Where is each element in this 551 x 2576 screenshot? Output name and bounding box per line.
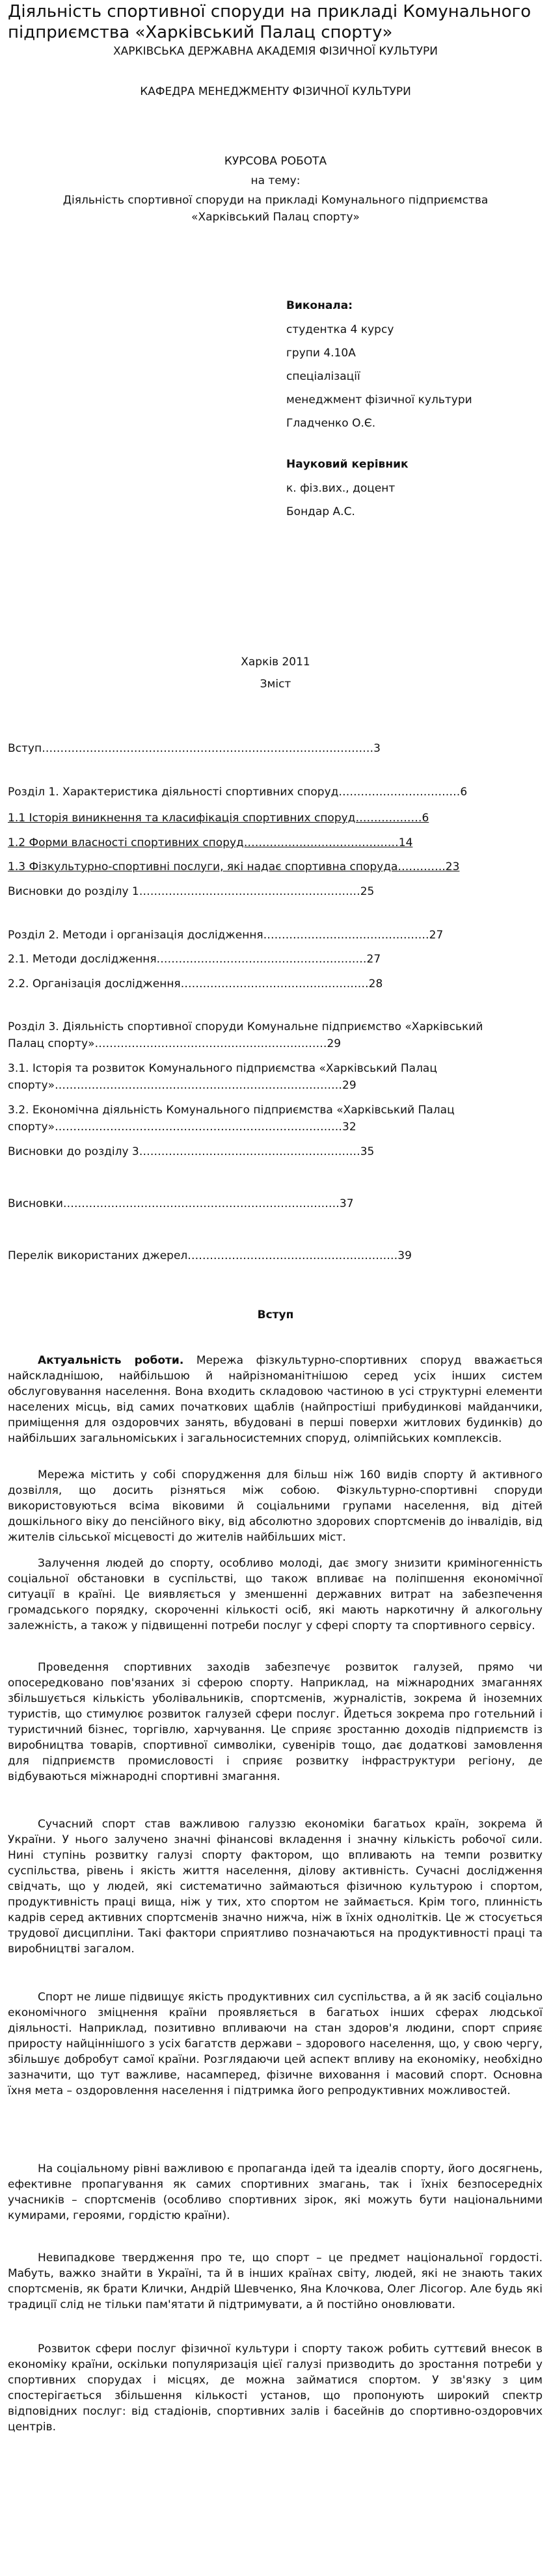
author-line: спеціалізації [286, 370, 360, 383]
toc-entry[interactable]: 2.1. Методи дослідження…………………………………………………27 [8, 953, 381, 966]
toc-entry[interactable]: 1.2 Форми власності спортивних споруд……………………………………14 [8, 836, 413, 849]
toc-entry[interactable]: Розділ 2. Методи і організація дослідження………………………………………27 [8, 929, 444, 942]
toc-entry[interactable]: Розділ 3. Діяльність спортивної споруди Комунальне підприємство «Харківський [8, 1020, 483, 1033]
toc-entry[interactable]: 1.3 Фізкультурно-спортивні послуги, які надає спортивна споруда………….23 [8, 860, 460, 873]
author-line: групи 4.10А [286, 347, 356, 360]
supervisor-line: к. фіз.вих., доцент [286, 482, 396, 495]
intro-paragraph: Мережа містить у собі спорудження для більш ніж 160 видів спорту й активного дозвілля, що досить різняться між собою. Фізкультурно-спортивні споруди використовуються всіма віковими й соціальними групами населення, від дітей дошкільного віку до пенсійного віку, від абсолютно здорових спортсменів до інвалідів, від жителів сільської місцевості до жителів найбільших міст. [8, 1468, 543, 1544]
intro-paragraph: На соціальному рівні важливою є пропаганда ідей та ідеалів спорту, його досягнень, ефективне пропагування як самих спортивних змагань, так і їхніх безпосередніх учасників – спортсменів (особливо спортивних зірок, які можуть бути національними кумирами, героями, гордістю країни). [8, 2162, 543, 2222]
contents-heading: Зміст [260, 678, 291, 691]
document-title: Діяльність спортивної споруди на прикладі Комунального підприємства «Харківський Палац спорту» [8, 2, 531, 42]
toc-entry[interactable]: 3.2. Економічна діяльність Комунального підприємства «Харківський Палац [8, 1104, 455, 1117]
academy-name: ХАРКІВСЬКА ДЕРЖАВНА АКАДЕМІЯ ФІЗИЧНОЇ КУЛЬТУРИ [113, 45, 438, 58]
intro-paragraph: Розвиток сфери послуг фізичної культури і спорту також робить суттєвий внесок в економіку країни, оскільки популяризація цієї галузі призводить до зростання потреби у спортивних спорудах і місцях, де можна займатися спортом. У зв'язку з цим спостерігається збільшення кількості установ, що пропонують широкий спектр відповідних послуг: від стадіонів, спортивних залів і басейнів до спортивно-оздоровчих центрів. [8, 2343, 543, 2434]
author-label: Виконала: [286, 299, 353, 312]
toc-entry[interactable]: Перелік використаних джерел…………………………………………………39 [8, 1249, 412, 1262]
city-year: Харків 2011 [241, 656, 310, 669]
intro-paragraph: Невипадкове твердження про те, що спорт – це предмет національної гордості. Мабуть, важко знайти в Україні, та й в інших країнах світу, людей, які не знають таких спортсменів, як брати Клички, Андрій Шевченко, Яна Клочкова, Олег Лісогор. Але будь які традиції слід не тільки пам'ятати й підтримувати, а й постійно оновлювати. [8, 2251, 543, 2311]
toc-entry[interactable]: 2.2. Організація дослідження……………………………………………28 [8, 977, 383, 990]
toc-entry[interactable]: спорту»……………………………………………………………………29 [8, 1079, 356, 1092]
intro-paragraph: Залучення людей до спорту, особливо молоді, дає змогу знизити криміногенність соціальної обстановки в суспільстві, що також впливає на поліпшення економічної ситуації в країні. Це виявляється у зменшенні державних витрат на забезпечення громадського порядку, скороченні кількості осіб, які мають наркотичну й алкогольну залежність, а також у підвищенні потреби послуг у сфері спорту та спортивного сервісу. [8, 1557, 543, 1632]
toc-entry[interactable]: Висновки до розділу 1……………………………………………………25 [8, 885, 375, 898]
topic-line: «Харківський Палац спорту» [191, 211, 360, 224]
toc-entry[interactable]: Висновки до розділу 3……………………………………………………35 [8, 1145, 375, 1158]
department-name: КАФЕДРА МЕНЕДЖМЕНТУ ФІЗИЧНОЇ КУЛЬТУРИ [140, 85, 411, 98]
intro-paragraph: Проведення спортивних заходів забезпечує розвиток галузей, прямо чи опосередковано пов'язаних зі сферою спорту. Наприклад, на міжнародних змаганнях збільшується кількість уболівальників, спортсменів, журналістів, зокрема й іноземних туристів, що стимулює розвиток галузей сфери послуг. Йдеться зокрема про готельний і туристичний бізнес, торгівлю, харчування. Це сприяє зростанню доходів підприємств із виробництва товарів, спортивної символіки, сувенірів тощо, дає додаткові замовлення для підприємств промисловості і сприяє розвитку інфраструктури регіону, де відбуваються міжнародні спортивні змагання. [8, 1661, 543, 1783]
work-type: КУРСОВА РОБОТА [224, 155, 327, 168]
relevance-label: Актуальність роботи. [38, 1354, 184, 1367]
toc-entry[interactable]: Палац спорту»………………………………………………………29 [8, 1037, 342, 1050]
topic-line: Діяльність спортивної споруди на прикладі Комунального підприємства [62, 194, 489, 207]
intro-paragraph: Сучасний спорт став важливою галуззю економіки багатьох країн, зокрема й України. У нього залучено значні фінансові вкладення і значну кількість робочої сили. Нині ступінь розвитку галузі спорту фактором, що впливають на темпи розвитку суспільства, рівень і якість життя населення, ділову активність. Сучасні дослідження свідчать, що у людей, які систематично займаються фізичною культурою і спортом, продуктивність праці вища, ніж у тих, хто спортом не займається. Крім того, плинність кадрів серед активних спортсменів значно нижча, ніж в їхніх одноліткiв. Це ж стосується трудової дисципліни. Такі фактори сприятливо позначаються на продуктивності праці та виробництві загалом. [8, 1818, 543, 1956]
toc-entry[interactable]: 3.1. Історія та розвиток Комунального підприємства «Харківський Палац [8, 1062, 437, 1075]
intro-heading: Вступ [257, 1308, 294, 1321]
supervisor-name: Бондар А.С. [286, 505, 355, 518]
toc-entry[interactable]: спорту»……………………………………………………………………32 [8, 1121, 356, 1134]
author-name: Гладченко О.Є. [286, 417, 376, 430]
author-line: менеджмент фізичної культури [286, 393, 472, 406]
toc-entry[interactable]: Вступ………………………………………………………………………………3 [8, 742, 381, 755]
intro-paragraph: Спорт не лише підвищує якість продуктивних сил суспільства, а й як засіб соціально економічного змiцнення країни проявляється в багатьох інших сферах людської діяльності. Наприклад, позитивно впливаючи на стан здоров'я людини, спорт сприяє приросту найцiннiшого з усіх багатств держави – здорового населення, що, у свою чергу, збільшує добробут самої країни. Розглядаючи цей аспект впливу на економіку, необхідно зазначити, що тут важливе, насамперед, фізичне виховання і масовий спорт. Основна їхня мета – оздоровлення населення і підтримка його репродуктивних можливостей. [8, 1991, 543, 2097]
supervisor-label: Науковий керівник [286, 458, 409, 471]
toc-entry[interactable]: Розділ 1. Характеристика діяльності спортивних споруд……………………………6 [8, 786, 468, 799]
author-line: студентка 4 курсу [286, 323, 394, 336]
topic-intro: на тему: [250, 174, 301, 187]
toc-entry[interactable]: Висновки…………………………………………………………………37 [8, 1197, 354, 1210]
intro-paragraph: Актуальність роботи. Мережа фізкультурно-спортивних споруд вважається найскладнішою, найбільшою й найрізноманітнішою серед усіх інших систем обслуговування населення. Вона входить складовою частиною в усі структурні елементи населених місць, від самих початкових щаблів (найпростіші прибудинкові майданчики, приміщення для оздоровчих занять, вбудовані в перші поверхи житлових будинків) до найбільших загальноміських і загальносистемних споруд, олімпійських комплексів. [8, 1354, 543, 1445]
toc-entry[interactable]: 1.1 Історія виникнення та класифікація спортивних споруд………………6 [8, 812, 429, 825]
